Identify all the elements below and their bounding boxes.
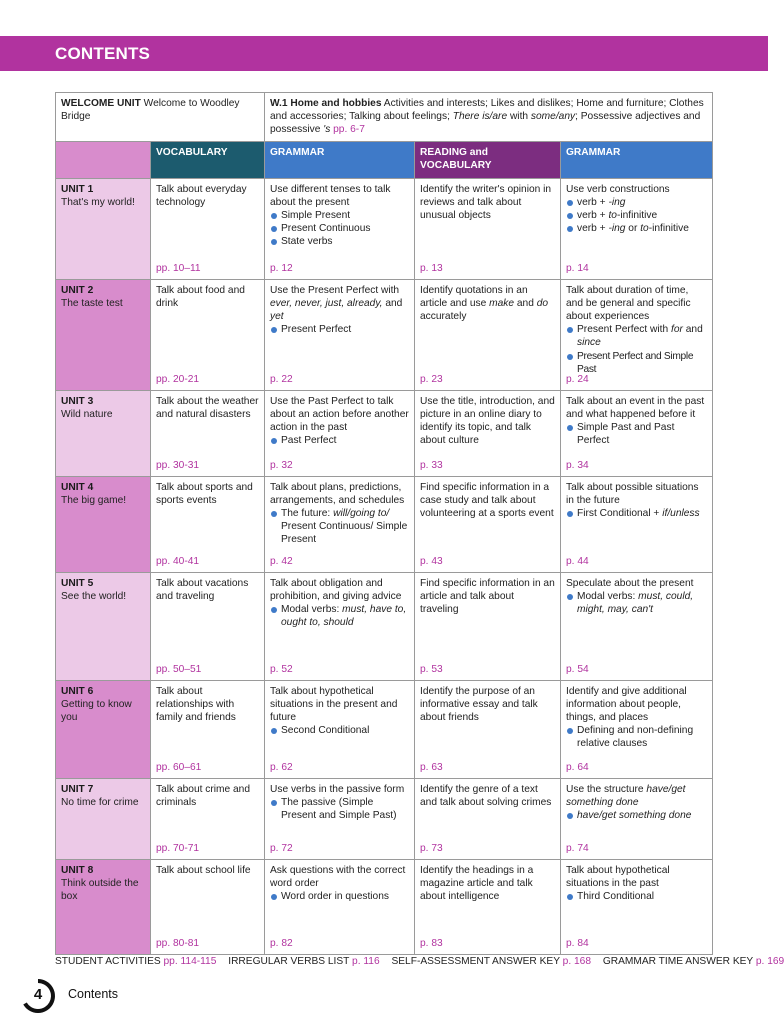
grammar2-cell: [561, 279, 713, 390]
vocab-cell: [151, 178, 265, 279]
grammar-cell: [265, 572, 415, 680]
bullet-text: -infinitive: [616, 210, 658, 222]
unit-cell: [56, 476, 151, 572]
grammar-time-page[interactable]: p. 169: [755, 956, 784, 967]
reading-cell: [415, 859, 561, 954]
grammar2-cell: [561, 778, 713, 859]
welcome-unit-cell: [56, 93, 265, 142]
grammar2-page-link[interactable]: p. 34: [566, 460, 589, 472]
grammar2-cell: [561, 572, 713, 680]
grammar2-bullet: Simple Past and Past Perfect: [566, 421, 707, 447]
vocab-page-link[interactable]: pp. 10–11: [156, 263, 201, 275]
grammar-bullet: Present Continuous: [270, 222, 409, 235]
header-reading-vocabulary: READING and VOCABULARY: [415, 141, 561, 178]
grammar2-bullet: [566, 209, 707, 222]
student-activities-pages[interactable]: pp. 114-115: [163, 956, 217, 967]
reading-italic: do: [536, 297, 549, 309]
grammar-bullet: Second Conditional: [270, 724, 409, 737]
grammar-text: [270, 284, 409, 324]
grammar2-bullet: Present Perfect and Simple Past: [566, 350, 707, 376]
grammar-page-link[interactable]: p. 82: [270, 938, 293, 950]
grammar-page-link[interactable]: p. 62: [270, 762, 293, 774]
page-number: 4: [33, 986, 43, 1003]
bullet-text: Present Continuous/ Simple Present: [281, 521, 408, 546]
reading-text: Identify the genre of a text and talk about solving crimes: [420, 783, 552, 808]
vocab-text: Talk about vacations and traveling: [156, 577, 249, 602]
grammar-text: Use verbs in the passive form: [270, 783, 405, 795]
unit-label: UNIT 7: [61, 783, 94, 795]
header-grammar-2: GRAMMAR: [561, 141, 713, 178]
reading-text: Identify the purpose of an informative essay and talk about friends: [420, 685, 538, 724]
irregular-verbs-label: IRREGULAR VERBS LIST: [228, 956, 350, 967]
grammar2-bullet: have/get something done: [566, 809, 707, 822]
bullet-text: and: [685, 324, 703, 336]
grammar-italic: yet: [270, 311, 284, 323]
grammar-text: Talk about obligation and prohibition, and giving advice: [270, 577, 402, 602]
grammar2-bullet: [566, 222, 707, 235]
bullet-italic: will/going to/: [333, 508, 390, 520]
grammar-bullet: [270, 507, 409, 547]
grammar2-bullet: Defining and non-defining relative clauses: [566, 724, 707, 750]
vocab-text: Talk about crime and criminals: [156, 783, 250, 808]
grammar-page-link[interactable]: p. 52: [270, 664, 293, 676]
grammar-bullet: The passive (Simple Present and Simple Past): [270, 796, 409, 822]
grammar2-text-a: Use the structure: [566, 783, 644, 795]
grammar2-bullet: [566, 507, 707, 520]
vocab-text: Talk about the weather and natural disasters: [156, 395, 259, 420]
vocab-cell: [151, 680, 265, 778]
vocab-page-link[interactable]: pp. 30-31: [156, 460, 200, 472]
vocab-page-link[interactable]: pp. 40-41: [156, 556, 200, 568]
reading-text: [420, 284, 555, 324]
page-number-badge: [20, 978, 56, 1014]
grammar-text: Ask questions with the correct word order: [270, 864, 406, 889]
bullet-text: First Conditional +: [577, 508, 660, 520]
reading-text-c: accurately: [420, 311, 467, 323]
header-vocabulary: VOCABULARY: [151, 141, 265, 178]
welcome-w1-cell: [265, 93, 713, 142]
welcome-unit-label: WELCOME UNIT: [61, 98, 141, 109]
grammar-cell: [265, 178, 415, 279]
grammar2-text: Talk about possible situations in the future: [566, 481, 699, 506]
vocab-text: Talk about school life: [156, 864, 251, 876]
grammar2-cell: [561, 476, 713, 572]
reading-page-link[interactable]: p. 83: [420, 938, 443, 950]
vocab-text: Talk about relationships with family and friends: [156, 685, 236, 724]
grammar-bullet: Present Perfect: [270, 323, 409, 336]
grammar2-italic: have/get something done: [566, 783, 686, 808]
bullet-text: -infinitive: [648, 223, 689, 235]
grammar-cell: [265, 778, 415, 859]
grammar-text: Use different tenses to talk about the present: [270, 183, 391, 208]
grammar-page-link[interactable]: p. 12: [270, 263, 293, 275]
unit-cell: [56, 279, 151, 390]
student-activities-label: STUDENT ACTIVITIES: [55, 956, 161, 967]
bullet-text: verb +: [577, 223, 606, 235]
grammar2-text: Talk about an event in the past and what happened before it: [566, 395, 705, 420]
unit-title: The taste test: [61, 297, 123, 309]
grammar2-text: Talk about hypothetical situations in the past: [566, 864, 670, 889]
grammar-bullet: [270, 603, 409, 629]
grammar2-text: Talk about duration of time, and be general and specific about experiences: [566, 284, 691, 323]
vocab-cell: [151, 778, 265, 859]
unit-title: See the world!: [61, 590, 127, 602]
grammar-cell: [265, 476, 415, 572]
vocab-page-link[interactable]: pp. 20-21: [156, 374, 200, 386]
reading-cell: [415, 279, 561, 390]
grammar2-bullet: [566, 196, 707, 209]
footer-links: [55, 956, 784, 967]
bullet-text: or: [628, 223, 638, 235]
unit-label: UNIT 8: [61, 864, 94, 876]
grammar-bullet: State verbs: [270, 235, 409, 248]
reading-cell: [415, 178, 561, 279]
grammar2-page-link[interactable]: p. 44: [566, 556, 589, 568]
welcome-w1-italic-2: some/any: [530, 111, 576, 123]
bullet-italic: to: [608, 210, 617, 222]
grammar2-page-link[interactable]: p. 14: [566, 263, 589, 275]
grammar-cell: [265, 390, 415, 476]
welcome-row: [56, 93, 713, 142]
grammar2-cell: [561, 859, 713, 954]
vocab-text: Talk about food and drink: [156, 284, 245, 309]
welcome-w1-italic-1: There is/are: [452, 111, 508, 123]
contents-table: [55, 92, 713, 955]
welcome-w1-text-a: Activities and interests; Likes and dislikes; Home and furniture; Clothes and accessories; Talking about feelings;: [270, 98, 704, 123]
unit-cell: [56, 859, 151, 954]
grammar-cell: [265, 279, 415, 390]
unit-row: [56, 859, 713, 954]
bullet-italic: for: [671, 324, 683, 336]
reading-text: Use the title, introduction, and picture in an online diary to identify its topic, and talk about culture: [420, 395, 555, 447]
vocab-page-link[interactable]: pp. 50–51: [156, 664, 202, 676]
reading-text: Identify the headings in a magazine article and talk about intelligence: [420, 864, 534, 903]
grammar2-bullet: [566, 590, 707, 616]
unit-cell: [56, 778, 151, 859]
vocab-page-link[interactable]: pp. 60–61: [156, 762, 202, 774]
reading-page-link[interactable]: p. 23: [420, 374, 443, 386]
unit-title: Getting to know you: [61, 698, 132, 724]
unit-cell: [56, 680, 151, 778]
welcome-w1-text-c: ; Possessive adjectives and possessive: [270, 111, 701, 136]
grammar2-page-link[interactable]: p. 54: [566, 664, 589, 676]
grammar-text-a: Use the Present Perfect with: [270, 284, 400, 296]
bullet-italic: must, have to, ought to, should: [281, 604, 407, 629]
unit-title: The big game!: [61, 494, 127, 506]
unit-title: Wild nature: [61, 408, 113, 420]
grammar-bullet: Past Perfect: [270, 434, 409, 447]
unit-label: UNIT 2: [61, 284, 94, 296]
reading-page-link[interactable]: p. 33: [420, 460, 443, 472]
vocab-text: Talk about everyday technology: [156, 183, 247, 208]
unit-title: That's my world!: [61, 196, 135, 208]
reading-page-link[interactable]: p. 73: [420, 843, 443, 855]
unit-label: UNIT 5: [61, 577, 94, 589]
reading-page-link[interactable]: p. 43: [420, 556, 443, 568]
reading-text-b: and: [516, 297, 534, 309]
unit-label: UNIT 3: [61, 395, 94, 407]
grammar2-text: [566, 783, 707, 809]
grammar2-bullet: [566, 323, 707, 349]
self-assessment-page[interactable]: p. 168: [562, 956, 591, 967]
reading-cell: [415, 778, 561, 859]
unit-row: [56, 390, 713, 476]
column-header-row: [56, 141, 713, 178]
vocab-cell: [151, 572, 265, 680]
unit-row: [56, 178, 713, 279]
bullet-text: verb +: [577, 196, 606, 208]
unit-label: UNIT 1: [61, 183, 94, 195]
welcome-w1-pages[interactable]: pp. 6-7: [333, 124, 365, 136]
welcome-unit-title: Welcome to Woodley Bridge: [61, 98, 240, 123]
grammar-page-link[interactable]: p. 42: [270, 556, 293, 568]
grammar2-page-link[interactable]: p. 74: [566, 843, 589, 855]
unit-row: [56, 778, 713, 859]
irregular-verbs-page[interactable]: p. 116: [352, 956, 380, 967]
grammar-cell: [265, 680, 415, 778]
unit-cell: [56, 572, 151, 680]
bullet-italic: since: [577, 337, 601, 349]
page-label: Contents: [68, 987, 119, 1001]
self-assessment-label: SELF-ASSESSMENT ANSWER KEY: [391, 956, 560, 967]
unit-cell: [56, 390, 151, 476]
grammar2-text: Speculate about the present: [566, 577, 694, 589]
vocab-page-link[interactable]: pp. 70-71: [156, 843, 200, 855]
unit-cell: [56, 178, 151, 279]
bullet-text: The future:: [281, 508, 331, 520]
grammar-text: Talk about hypothetical situations in the present and future: [270, 685, 398, 724]
grammar-time-label: GRAMMAR TIME ANSWER KEY: [602, 956, 754, 967]
bullet-italic: to: [640, 223, 649, 235]
contents-banner: [0, 36, 768, 71]
vocab-cell: [151, 859, 265, 954]
grammar2-text: Identify and give additional information about people, things, and places: [566, 685, 687, 724]
page-title: CONTENTS: [55, 44, 151, 63]
reading-text: Identify the writer's opinion in reviews and talk about unusual objects: [420, 183, 552, 222]
unit-row: [56, 572, 713, 680]
reading-text-a: Identify quotations in an article and use: [420, 284, 528, 309]
header-blank: [56, 141, 151, 178]
bullet-text: Modal verbs:: [577, 590, 636, 602]
reading-cell: [415, 572, 561, 680]
reading-cell: [415, 390, 561, 476]
bullet-text: verb +: [577, 210, 606, 222]
reading-cell: [415, 680, 561, 778]
grammar2-page-link[interactable]: p. 64: [566, 762, 589, 774]
unit-row: [56, 279, 713, 390]
welcome-w1-label: W.1 Home and hobbies: [270, 98, 382, 109]
unit-row: [56, 680, 713, 778]
unit-title: No time for crime: [61, 796, 139, 808]
reading-text: Find specific information in an article and talk about traveling: [420, 577, 555, 616]
bullet-text: Present Perfect with: [577, 324, 669, 336]
grammar-page-link[interactable]: p. 22: [270, 374, 293, 386]
grammar-page-link[interactable]: p. 32: [270, 460, 293, 472]
bullet-italic: -ing: [608, 223, 626, 235]
unit-label: UNIT 4: [61, 481, 94, 493]
grammar2-cell: [561, 390, 713, 476]
unit-row: [56, 476, 713, 572]
grammar-text: Use the Past Perfect to talk about an action before another action in the past: [270, 395, 409, 434]
bullet-italic: if/unless: [662, 508, 700, 520]
reading-cell: [415, 476, 561, 572]
grammar-cell: [265, 859, 415, 954]
reading-page-link[interactable]: p. 63: [420, 762, 443, 774]
grammar-page-link[interactable]: p. 72: [270, 843, 293, 855]
grammar-bullet: Word order in questions: [270, 890, 409, 903]
reading-page-link[interactable]: p. 13: [420, 263, 443, 275]
bullet-text: Modal verbs:: [281, 604, 340, 616]
header-grammar: GRAMMAR: [265, 141, 415, 178]
bullet-italic: -ing: [608, 196, 626, 208]
vocab-text: Talk about sports and sports events: [156, 481, 253, 506]
grammar2-page-link[interactable]: p. 84: [566, 938, 589, 950]
vocab-cell: [151, 476, 265, 572]
grammar2-bullet: Third Conditional: [566, 890, 707, 903]
welcome-w1-italic-3: 's: [323, 124, 331, 136]
grammar-bullet: Simple Present: [270, 209, 409, 222]
grammar-text: Talk about plans, predictions, arrangements, and schedules: [270, 481, 405, 506]
reading-page-link[interactable]: p. 53: [420, 664, 443, 676]
grammar-text-b: and: [385, 297, 403, 309]
vocab-cell: [151, 390, 265, 476]
welcome-w1-text-b: with: [509, 111, 529, 123]
grammar2-cell: [561, 178, 713, 279]
grammar2-text: Use verb constructions: [566, 183, 670, 195]
bullet-italic: must, could, might, may, can't: [577, 590, 694, 616]
reading-text: Find specific information in a case study and talk about volunteering at a sports event: [420, 481, 554, 520]
vocab-cell: [151, 279, 265, 390]
grammar-italic: ever, never, just, already,: [270, 297, 383, 309]
unit-title: Think outside the box: [61, 877, 139, 903]
reading-italic: make: [489, 297, 515, 309]
unit-label: UNIT 6: [61, 685, 94, 697]
grammar2-cell: [561, 680, 713, 778]
grammar2-page-link[interactable]: p. 24: [566, 374, 589, 386]
vocab-page-link[interactable]: pp. 80-81: [156, 938, 200, 950]
